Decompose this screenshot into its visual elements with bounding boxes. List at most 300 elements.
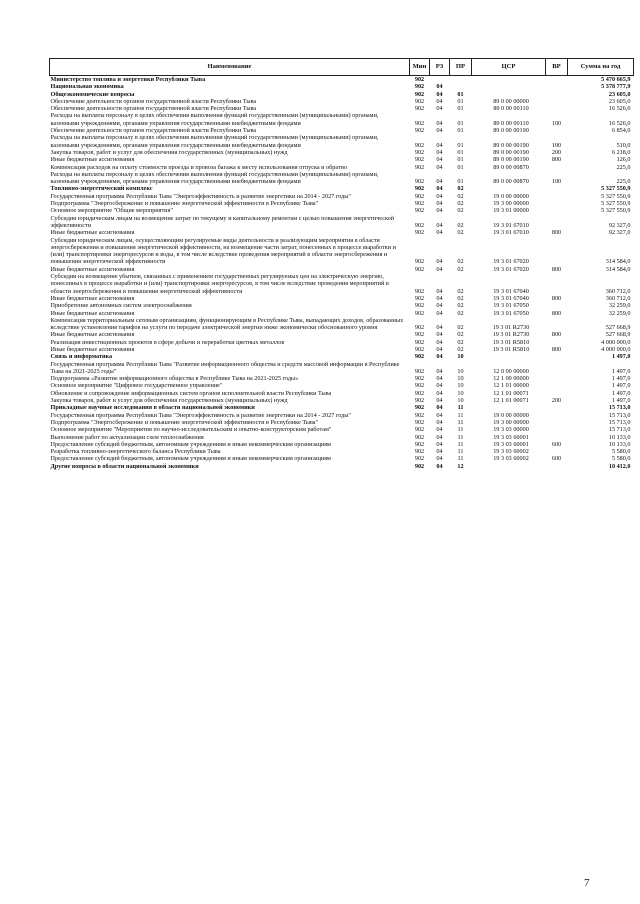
- cell-vr: 800: [551, 156, 562, 164]
- cell-min: 902: [414, 156, 425, 164]
- cell-pr: 01: [457, 141, 464, 149]
- cell-name: Иные бюджетные ассигнования: [50, 156, 135, 164]
- cell-min: 902: [414, 462, 425, 470]
- cell-vr: [546, 412, 568, 419]
- cell-name: Предоставление субсидий бюджетным, автономным учреждениям и иным некоммерческим организациям: [50, 455, 331, 463]
- table-row: [50, 331, 634, 338]
- table-row: [50, 207, 634, 214]
- cell-csr: 19 3 01 67020: [493, 258, 529, 266]
- header-rz: РЗ: [430, 59, 450, 76]
- cell-rz: 04: [436, 258, 443, 266]
- table-row: [50, 310, 634, 317]
- cell-sum: 126,0: [616, 156, 631, 164]
- cell-csr: 89 0 00 00000: [493, 97, 529, 105]
- cell-vr: [546, 448, 568, 455]
- cell-min: 902: [414, 265, 425, 273]
- table-row: [50, 273, 634, 295]
- cell-sum: 15 713,0: [608, 426, 631, 434]
- cell-pr: 01: [457, 105, 464, 113]
- table-row: [50, 339, 634, 346]
- cell-name: Иные бюджетные ассигнования: [50, 345, 135, 353]
- cell-vr: 200: [551, 148, 562, 156]
- cell-name: Иные бюджетные ассигнования: [50, 294, 135, 302]
- cell-name: Общеэкономические вопросы: [50, 90, 135, 98]
- cell-vr: [546, 463, 568, 470]
- cell-name: Топливно-энергетический комплекс: [50, 185, 153, 193]
- table-row: [50, 266, 634, 273]
- cell-vr: [546, 98, 568, 105]
- cell-min: 902: [414, 345, 425, 353]
- table-row: [50, 353, 634, 360]
- cell-min: 902: [414, 97, 425, 105]
- cell-rz: 04: [436, 418, 443, 426]
- cell-csr: 19 3 01 00000: [493, 207, 529, 215]
- cell-pr: [450, 76, 472, 84]
- table-row: [50, 237, 634, 266]
- cell-name: Предоставление субсидий бюджетным, автономным учреждениям и иным некоммерческим организациям: [50, 440, 331, 448]
- cell-csr: 12 1 00 00000: [493, 375, 529, 383]
- cell-pr: 11: [457, 440, 464, 448]
- cell-csr: 89 0 00 00190: [493, 141, 529, 149]
- cell-rz: 04: [436, 367, 443, 375]
- cell-min: 902: [414, 90, 425, 98]
- cell-min: 902: [414, 192, 425, 200]
- cell-min: 902: [414, 148, 425, 156]
- cell-vr: [546, 317, 568, 332]
- cell-sum: 32 259,0: [608, 302, 631, 310]
- cell-csr: [472, 91, 546, 98]
- cell-name: Прикладные научные исследования в области национальной экономики: [50, 404, 255, 412]
- table-row: [50, 193, 634, 200]
- cell-sum: 5 327 550,9: [601, 185, 631, 193]
- cell-name: Государственная программа Республики Тыва "Энергоэффективность и развитие энергетики на 2014 - 2027 годы": [50, 411, 351, 419]
- cell-name: Подпрограмма «Развитие информационного общества в Республике Тыва на 2021-2025 годы»: [50, 375, 299, 383]
- cell-rz: 04: [436, 455, 443, 463]
- table-row: [50, 215, 634, 230]
- cell-min: 902: [414, 397, 425, 405]
- cell-sum: 23 605,0: [608, 90, 631, 98]
- cell-name: Министерство топлива и энергетики Республики Тыва: [50, 76, 206, 83]
- cell-sum: 4 000 000,0: [601, 338, 631, 346]
- cell-rz: 04: [436, 324, 443, 332]
- cell-pr: 10: [457, 353, 464, 361]
- cell-csr: 19 3 03 60001: [493, 440, 529, 448]
- cell-name: Субсидии юридическим лицам на возмещение затрат по текущему и капитальному ремонтам с целью повышения энергетической эффективности: [50, 214, 395, 229]
- cell-rz: 04: [436, 448, 443, 456]
- cell-rz: [430, 76, 450, 84]
- header-name: Наименование: [50, 59, 410, 76]
- cell-rz: 04: [436, 127, 443, 135]
- cell-pr: 02: [457, 221, 464, 229]
- cell-min: 902: [414, 221, 425, 229]
- cell-csr: 12 1 01 00000: [493, 382, 529, 390]
- cell-min: 902: [414, 119, 425, 127]
- table-row: [50, 397, 634, 404]
- cell-csr: [472, 76, 546, 84]
- cell-name: Основное мероприятие "Цифровое государственное управление": [50, 382, 223, 390]
- cell-csr: [472, 185, 546, 192]
- cell-min: 902: [414, 411, 425, 419]
- cell-sum: 32 259,0: [608, 309, 631, 317]
- cell-csr: 89 0 00 00110: [493, 105, 529, 113]
- cell-name: Выполнение работ по актуализации схем теплоснабжения: [50, 433, 204, 441]
- cell-vr: 100: [551, 178, 562, 186]
- cell-min: 902: [414, 324, 425, 332]
- cell-name: Другие вопросы в области национальной экономики: [50, 462, 199, 470]
- table-row: [50, 76, 634, 84]
- cell-vr: 100: [551, 141, 562, 149]
- cell-csr: 19 3 01 R5810: [492, 345, 530, 353]
- table-row: [50, 419, 634, 426]
- table-row: [50, 105, 634, 112]
- cell-pr: 01: [457, 156, 464, 164]
- cell-rz: 04: [436, 200, 443, 208]
- cell-sum: 527 668,9: [605, 331, 631, 339]
- table-row: [50, 448, 634, 455]
- table-row: [50, 463, 634, 470]
- cell-name: Реализация инвестиционных проектов в сфере добычи и переработки цветных металлов: [50, 338, 285, 346]
- cell-csr: 19 3 03 60002: [493, 455, 529, 463]
- cell-vr: [546, 375, 568, 382]
- cell-min: 902: [414, 83, 425, 91]
- cell-min: 902: [414, 331, 425, 339]
- table-row: [50, 382, 634, 389]
- cell-vr: [546, 353, 568, 360]
- cell-name: Субсидии на возмещение убытков, связанных с применением государственных регулируемых цен на электрическую энергию, понесенных в процессе выработки и (или) транспортировки энергоресурсов, в том числе вследствие проведения мероприятий в области энергосбережения и повышения энергетической эффективности: [50, 273, 389, 295]
- cell-sum: 23 605,0: [608, 97, 631, 105]
- cell-csr: 19 3 01 67050: [493, 309, 529, 317]
- cell-vr: [546, 390, 568, 397]
- cell-rz: 04: [436, 221, 443, 229]
- cell-vr: [546, 273, 568, 295]
- cell-name: Субсидии юридическим лицам, осуществляющим регулируемые виды деятельности и реализующим мероприятия в области энергосбережения и повышения энергетической эффективности, на возмещение части затрат, понесенных в процессе выработки и (или) транспортировки энергоресурсов и воды, в том числе вследствие проведения мероприятий в области энергосбережения и повышения энергетической эффективности: [50, 236, 396, 266]
- cell-csr: 19 3 01 67020: [493, 265, 529, 273]
- table-row: [50, 455, 634, 462]
- cell-csr: [472, 404, 546, 411]
- cell-pr: 02: [457, 207, 464, 215]
- cell-pr: 01: [457, 178, 464, 186]
- cell-min: 902: [414, 455, 425, 463]
- cell-sum: 92 327,0: [608, 221, 631, 229]
- cell-name: Связь и информатика: [50, 353, 113, 361]
- cell-name: Обеспечение деятельности органов государственной власти Республики Тыва: [50, 127, 257, 135]
- cell-sum: 15 713,0: [608, 404, 631, 412]
- cell-sum: 16 526,0: [608, 119, 631, 127]
- cell-csr: 89 0 00 00190: [493, 127, 529, 135]
- cell-pr: 10: [457, 382, 464, 390]
- cell-name: Обеспечение деятельности органов государственной власти Республики Тыва: [50, 105, 257, 113]
- cell-name: Основное мероприятие "Общие мероприятия": [50, 207, 173, 215]
- cell-csr: 19 3 01 R2730: [492, 324, 530, 332]
- cell-vr: [546, 193, 568, 200]
- cell-rz: 04: [436, 331, 443, 339]
- document-page: [49, 58, 633, 470]
- cell-pr: 01: [457, 119, 464, 127]
- cell-csr: 19 3 01 R5810: [492, 338, 530, 346]
- cell-sum: 1 497,0: [611, 367, 631, 375]
- cell-rz: 04: [436, 294, 443, 302]
- cell-rz: 04: [436, 156, 443, 164]
- cell-pr: 11: [457, 455, 464, 463]
- cell-rz: 04: [436, 353, 443, 361]
- cell-csr: 89 0 00 00190: [493, 156, 529, 164]
- cell-sum: 6 854,0: [611, 127, 631, 135]
- cell-pr: 02: [457, 185, 464, 193]
- cell-sum: 5 580,0: [611, 455, 631, 463]
- cell-csr: 19 3 01 67050: [493, 302, 529, 310]
- cell-csr: [472, 353, 546, 360]
- cell-min: 902: [414, 163, 425, 171]
- cell-rz: 04: [436, 163, 443, 171]
- table-row: [50, 434, 634, 441]
- cell-pr: 02: [457, 229, 464, 237]
- cell-name: Подпрограмма "Энергосбережение и повышение энергетической эффективности в Республике Тыва": [50, 418, 319, 426]
- cell-rz: 04: [436, 229, 443, 237]
- cell-pr: 10: [457, 389, 464, 397]
- cell-rz: 04: [436, 426, 443, 434]
- cell-min: 902: [414, 287, 425, 295]
- cell-pr: 01: [457, 163, 464, 171]
- cell-sum: 10 412,0: [608, 462, 631, 470]
- table-row: [50, 164, 634, 171]
- cell-pr: 01: [457, 97, 464, 105]
- cell-vr: 800: [551, 229, 562, 237]
- cell-name: Компенсация расходов на оплату стоимости проезда и провоза багажа к месту использования отпуска и обратно: [50, 163, 348, 171]
- cell-pr: 02: [457, 338, 464, 346]
- cell-vr: [546, 83, 568, 90]
- cell-vr: 200: [551, 397, 562, 405]
- cell-rz: 04: [436, 105, 443, 113]
- cell-name: Подпрограмма "Энергосбережение и повышение энергетической эффективности в Республике Тыва": [50, 200, 319, 208]
- cell-csr: 19 3 01 67040: [493, 287, 529, 295]
- cell-sum: 15 713,0: [608, 411, 631, 419]
- cell-pr: 02: [457, 309, 464, 317]
- cell-pr: 11: [457, 448, 464, 456]
- cell-name: Приобретение автономных систем электроснабжения: [50, 302, 192, 310]
- cell-vr: [546, 207, 568, 214]
- cell-csr: 19 3 01 67010: [493, 229, 529, 237]
- cell-sum: 360 712,0: [605, 287, 631, 295]
- cell-min: 902: [414, 141, 425, 149]
- cell-sum: 527 668,9: [605, 324, 631, 332]
- cell-name: Расходы на выплаты персоналу в целях обеспечения выполнения функций государственными (муниципальными) органами, казенными учреждениями, органами управления государственными внебюджетными фондами: [50, 134, 379, 149]
- cell-sum: 5 327 550,9: [601, 200, 631, 208]
- cell-sum: 5 327 550,9: [601, 207, 631, 215]
- cell-csr: 12 1 01 00071: [493, 397, 529, 405]
- cell-min: 902: [414, 309, 425, 317]
- table-row: [50, 441, 634, 448]
- cell-sum: 6 218,0: [611, 148, 631, 156]
- cell-rz: 04: [436, 192, 443, 200]
- cell-pr: 11: [457, 411, 464, 419]
- cell-rz: 04: [436, 287, 443, 295]
- cell-sum: 16 526,0: [608, 105, 631, 113]
- table-row: [50, 171, 634, 186]
- cell-vr: [546, 426, 568, 433]
- table-row: [50, 185, 634, 192]
- cell-rz: 04: [436, 389, 443, 397]
- cell-pr: 11: [457, 418, 464, 426]
- cell-pr: 02: [457, 294, 464, 302]
- cell-csr: 12 0 00 00000: [493, 367, 529, 375]
- cell-rz: 04: [436, 338, 443, 346]
- cell-name: Расходы на выплаты персоналу в целях обеспечения выполнения функций государственными (муниципальными) органами, казенными учреждениями, органами управления государственными внебюджетными фондами: [50, 170, 379, 186]
- table-row: [50, 98, 634, 105]
- cell-sum: 1 497,0: [611, 397, 631, 405]
- cell-csr: 89 0 00 00190: [493, 148, 529, 156]
- cell-pr: 02: [457, 192, 464, 200]
- cell-min: 902: [414, 418, 425, 426]
- cell-sum: 92 327,0: [608, 229, 631, 237]
- cell-csr: 19 3 03 60002: [493, 448, 529, 456]
- table-body: [50, 76, 634, 471]
- cell-min: 902: [414, 426, 425, 434]
- cell-vr: 800: [551, 331, 562, 339]
- cell-min: 902: [414, 258, 425, 266]
- cell-min: 902: [414, 207, 425, 215]
- cell-csr: 12 1 01 00071: [493, 389, 529, 397]
- cell-sum: 4 000 000,0: [601, 345, 631, 353]
- cell-rz: 04: [436, 433, 443, 441]
- cell-rz: 04: [436, 382, 443, 390]
- cell-rz: 04: [436, 375, 443, 383]
- table-row: [50, 317, 634, 332]
- cell-pr: 10: [457, 375, 464, 383]
- cell-sum: 314 584,0: [605, 265, 631, 273]
- table-row: [50, 412, 634, 419]
- header-csr: ЦСР: [472, 59, 546, 76]
- cell-pr: 02: [457, 287, 464, 295]
- cell-vr: [546, 404, 568, 411]
- cell-csr: 19 3 01 67010: [493, 221, 529, 229]
- cell-pr: 02: [457, 331, 464, 339]
- cell-rz: 04: [436, 404, 443, 412]
- cell-min: 902: [414, 382, 425, 390]
- table-row: [50, 404, 634, 411]
- cell-name: Иные бюджетные ассигнования: [50, 229, 135, 237]
- cell-min: 902: [414, 105, 425, 113]
- cell-csr: 19 3 00 00000: [493, 418, 529, 426]
- table-row: [50, 91, 634, 98]
- cell-csr: 19 0 00 00000: [493, 411, 529, 419]
- cell-min: 902: [414, 200, 425, 208]
- cell-name: Национальная экономика: [50, 83, 124, 91]
- cell-pr: 01: [457, 148, 464, 156]
- cell-name: Обновление и сопровождение информационных систем органов исполнительной власти Республики Тыва: [50, 389, 332, 397]
- table-header: [50, 59, 634, 76]
- header-vr: ВР: [546, 59, 568, 76]
- cell-vr: [546, 164, 568, 171]
- cell-rz: 04: [436, 148, 443, 156]
- cell-pr: 02: [457, 200, 464, 208]
- cell-min: 902: [414, 448, 425, 456]
- table-row: [50, 156, 634, 163]
- cell-min: 902: [414, 367, 425, 375]
- cell-name: Компенсация территориальным сетевым организациям, функционирующим в Республике Тыва, выпадающих доходов, образованных вследствие установления тарифов на услуги по передаче электрической энергии ниже экономически обоснованного уровня: [50, 316, 404, 332]
- cell-sum: 225,0: [616, 178, 631, 186]
- cell-name: Иные бюджетные ассигнования: [50, 309, 135, 317]
- table-row: [50, 149, 634, 156]
- cell-pr: 02: [457, 258, 464, 266]
- cell-pr: 10: [457, 367, 464, 375]
- cell-pr: [450, 83, 472, 90]
- cell-csr: 19 3 01 R2730: [492, 331, 530, 339]
- cell-min: 902: [414, 294, 425, 302]
- cell-min: 902: [414, 127, 425, 135]
- cell-min: 902: [414, 302, 425, 310]
- cell-sum: 510,0: [616, 141, 631, 149]
- cell-csr: 19 3 00 00000: [493, 200, 529, 208]
- cell-min: 902: [414, 404, 425, 412]
- cell-rz: 04: [436, 309, 443, 317]
- cell-name: Иные бюджетные ассигнования: [50, 331, 135, 339]
- table-row: [50, 361, 634, 376]
- cell-min: 902: [414, 440, 425, 448]
- cell-name: Иные бюджетные ассигнования: [50, 265, 135, 273]
- cell-pr: 02: [457, 265, 464, 273]
- cell-csr: 19 3 03 60001: [493, 433, 529, 441]
- cell-csr: [472, 463, 546, 470]
- cell-rz: 04: [436, 119, 443, 127]
- table-row: [50, 302, 634, 309]
- cell-vr: [546, 127, 568, 134]
- cell-vr: [546, 185, 568, 192]
- cell-min: 902: [414, 338, 425, 346]
- header-pr: ПР: [450, 59, 472, 76]
- cell-name: Обеспечение деятельности органов государственной власти Республики Тыва: [50, 97, 257, 105]
- cell-csr: 19 0 00 00000: [493, 192, 529, 200]
- cell-pr: 10: [457, 397, 464, 405]
- cell-vr: 600: [551, 440, 562, 448]
- cell-sum: 360 712,0: [605, 294, 631, 302]
- cell-min: 902: [414, 185, 425, 193]
- cell-name: Закупка товаров, работ и услуг для обеспечения государственных (муниципальных) нужд: [50, 148, 288, 156]
- cell-pr: 11: [457, 426, 464, 434]
- cell-vr: [546, 237, 568, 266]
- cell-csr: 19 3 03 00000: [493, 426, 529, 434]
- cell-pr: 12: [457, 462, 464, 470]
- cell-sum: 314 584,0: [605, 258, 631, 266]
- cell-rz: 04: [436, 178, 443, 186]
- table-row: [50, 83, 634, 90]
- cell-name: Разработка топливно-энергетического баланса Республики Тыва: [50, 448, 221, 456]
- cell-sum: 1 497,0: [611, 353, 631, 361]
- cell-sum: 1 497,0: [611, 375, 631, 383]
- cell-rz: 04: [436, 302, 443, 310]
- table-row: [50, 426, 634, 433]
- cell-pr: 01: [457, 127, 464, 135]
- cell-vr: [546, 200, 568, 207]
- cell-vr: [546, 434, 568, 441]
- cell-sum: 10 133,0: [608, 433, 631, 441]
- cell-name: Расходы на выплаты персоналу в целях обеспечения выполнения функций государственными (муниципальными) органами, казенными учреждениями, органами управления государственными внебюджетными фондами: [50, 112, 379, 127]
- cell-min: 902: [414, 229, 425, 237]
- cell-sum: 5 580,0: [611, 448, 631, 456]
- cell-vr: 100: [551, 119, 562, 127]
- cell-min: 902: [414, 375, 425, 383]
- cell-rz: 04: [436, 141, 443, 149]
- cell-csr: 89 0 00 00870: [493, 163, 529, 171]
- cell-pr: 02: [457, 302, 464, 310]
- cell-vr: [546, 91, 568, 98]
- cell-vr: 600: [551, 455, 562, 463]
- table-row: [50, 127, 634, 134]
- cell-pr: 01: [457, 90, 464, 98]
- cell-sum: 5 327 550,9: [601, 192, 631, 200]
- cell-csr: 19 3 01 67040: [493, 294, 529, 302]
- table-row: [50, 112, 634, 127]
- cell-pr: 11: [457, 404, 464, 412]
